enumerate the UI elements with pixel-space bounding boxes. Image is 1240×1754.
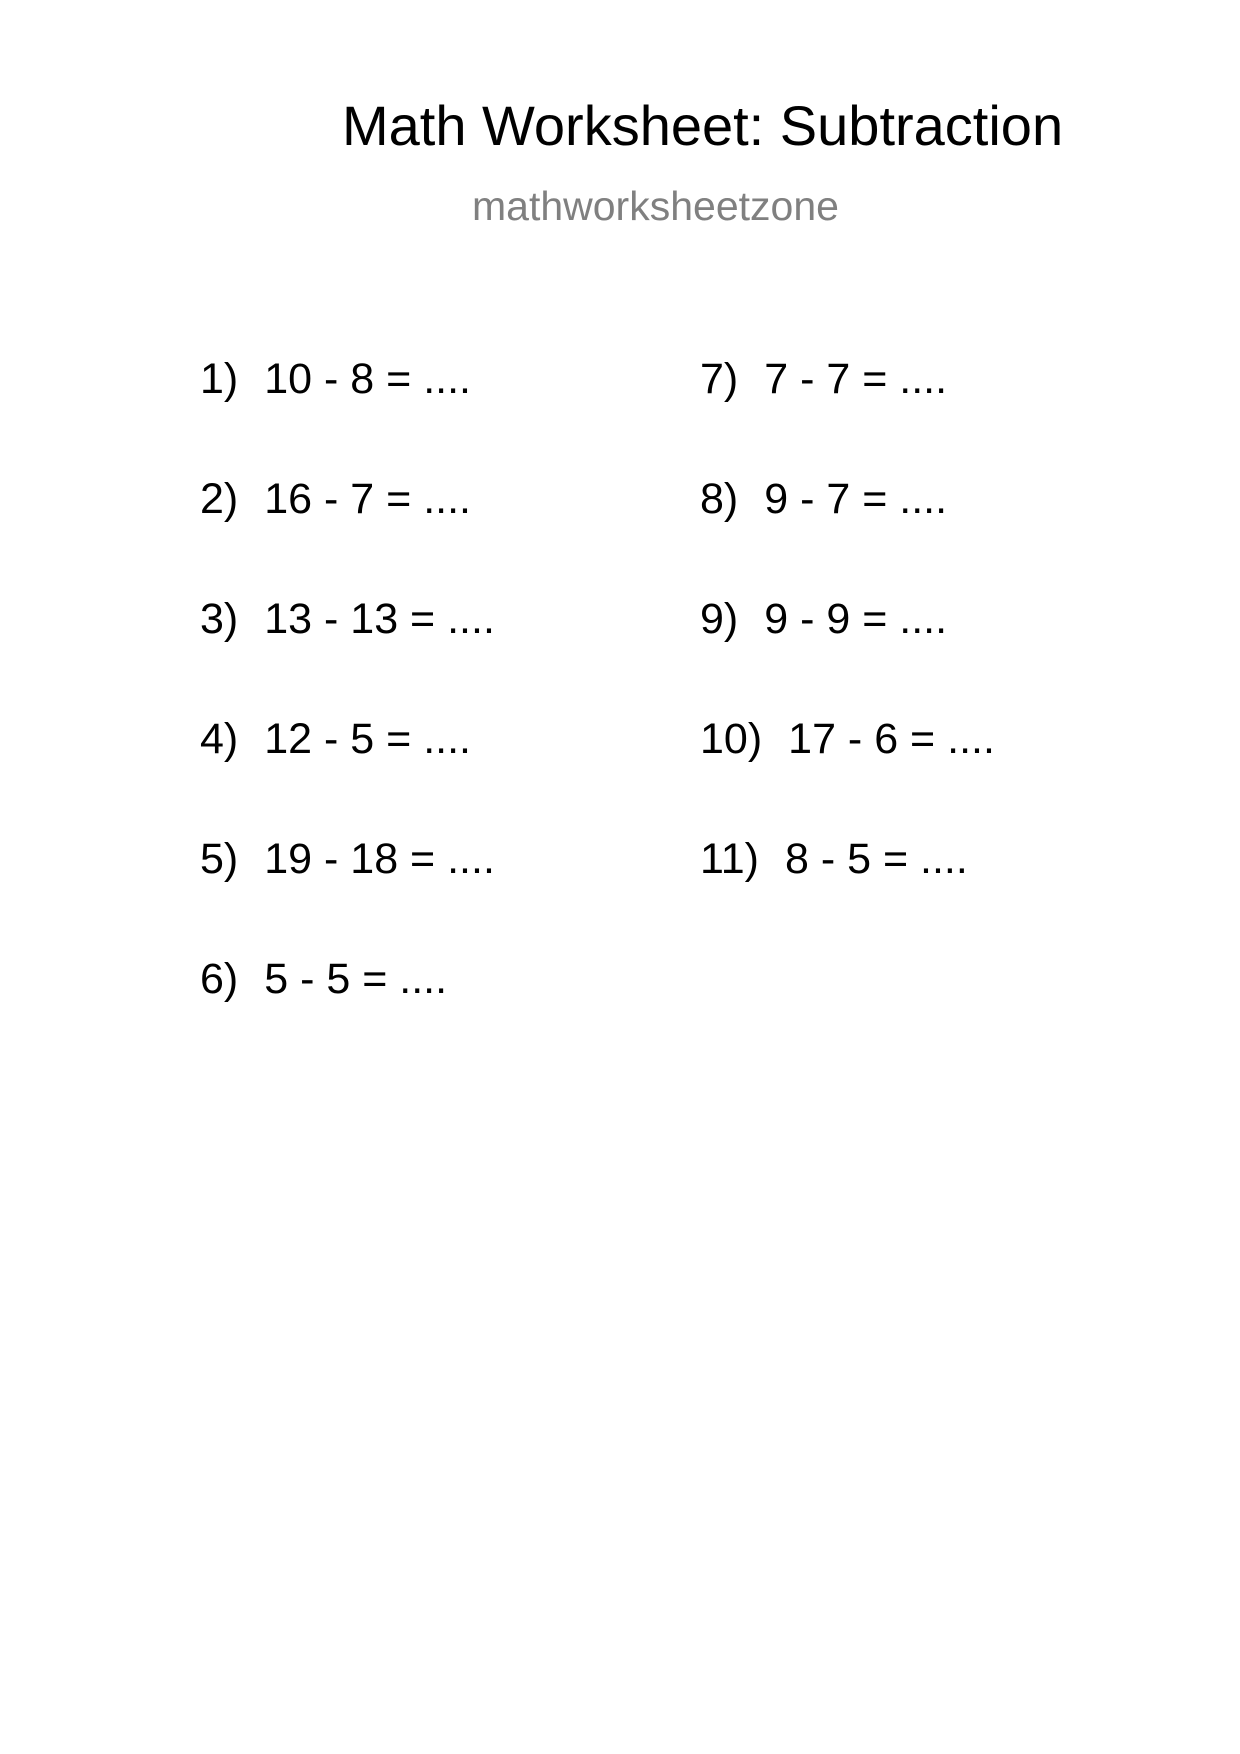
problem-number: 5): [200, 835, 239, 883]
problem-number: 7): [700, 355, 739, 403]
problem-number: 1): [200, 355, 239, 403]
problem-item: [700, 715, 995, 763]
problem-expression: 5 - 5 = ....: [264, 955, 448, 1003]
problem-item: [200, 955, 448, 1003]
problem-item: [200, 475, 471, 523]
problem-number: 11): [700, 835, 759, 883]
problem-expression: 9 - 7 = ....: [764, 475, 948, 523]
problem-expression: 8 - 5 = ....: [784, 835, 968, 883]
problem-number: 2): [200, 475, 239, 523]
problem-item: [200, 835, 495, 883]
page-subtitle: mathworksheetzone: [472, 183, 839, 229]
problem-item: [700, 475, 948, 523]
problem-expression: 7 - 7 = ....: [764, 355, 948, 403]
problem-expression: 17 - 6 = ....: [788, 715, 995, 763]
problem-number: 4): [200, 715, 239, 763]
problem-number: 10): [700, 715, 763, 763]
page-title: Math Worksheet: Subtraction: [342, 94, 1064, 157]
problem-expression: 16 - 7 = ....: [264, 475, 471, 523]
problem-number: 3): [200, 595, 239, 643]
problem-item: [200, 355, 471, 403]
problem-expression: 9 - 9 = ....: [764, 595, 948, 643]
problem-expression: 19 - 18 = ....: [264, 835, 495, 883]
problem-item: [200, 595, 495, 643]
problem-number: 9): [700, 595, 739, 643]
problem-number: 8): [700, 475, 739, 523]
problem-item: [700, 595, 948, 643]
problem-item: [700, 355, 948, 403]
problem-number: 6): [200, 955, 239, 1003]
problem-item: [200, 715, 471, 763]
problem-expression: 13 - 13 = ....: [264, 595, 495, 643]
problem-item: [700, 835, 968, 883]
problem-expression: 10 - 8 = ....: [264, 355, 471, 403]
problem-expression: 12 - 5 = ....: [264, 715, 471, 763]
